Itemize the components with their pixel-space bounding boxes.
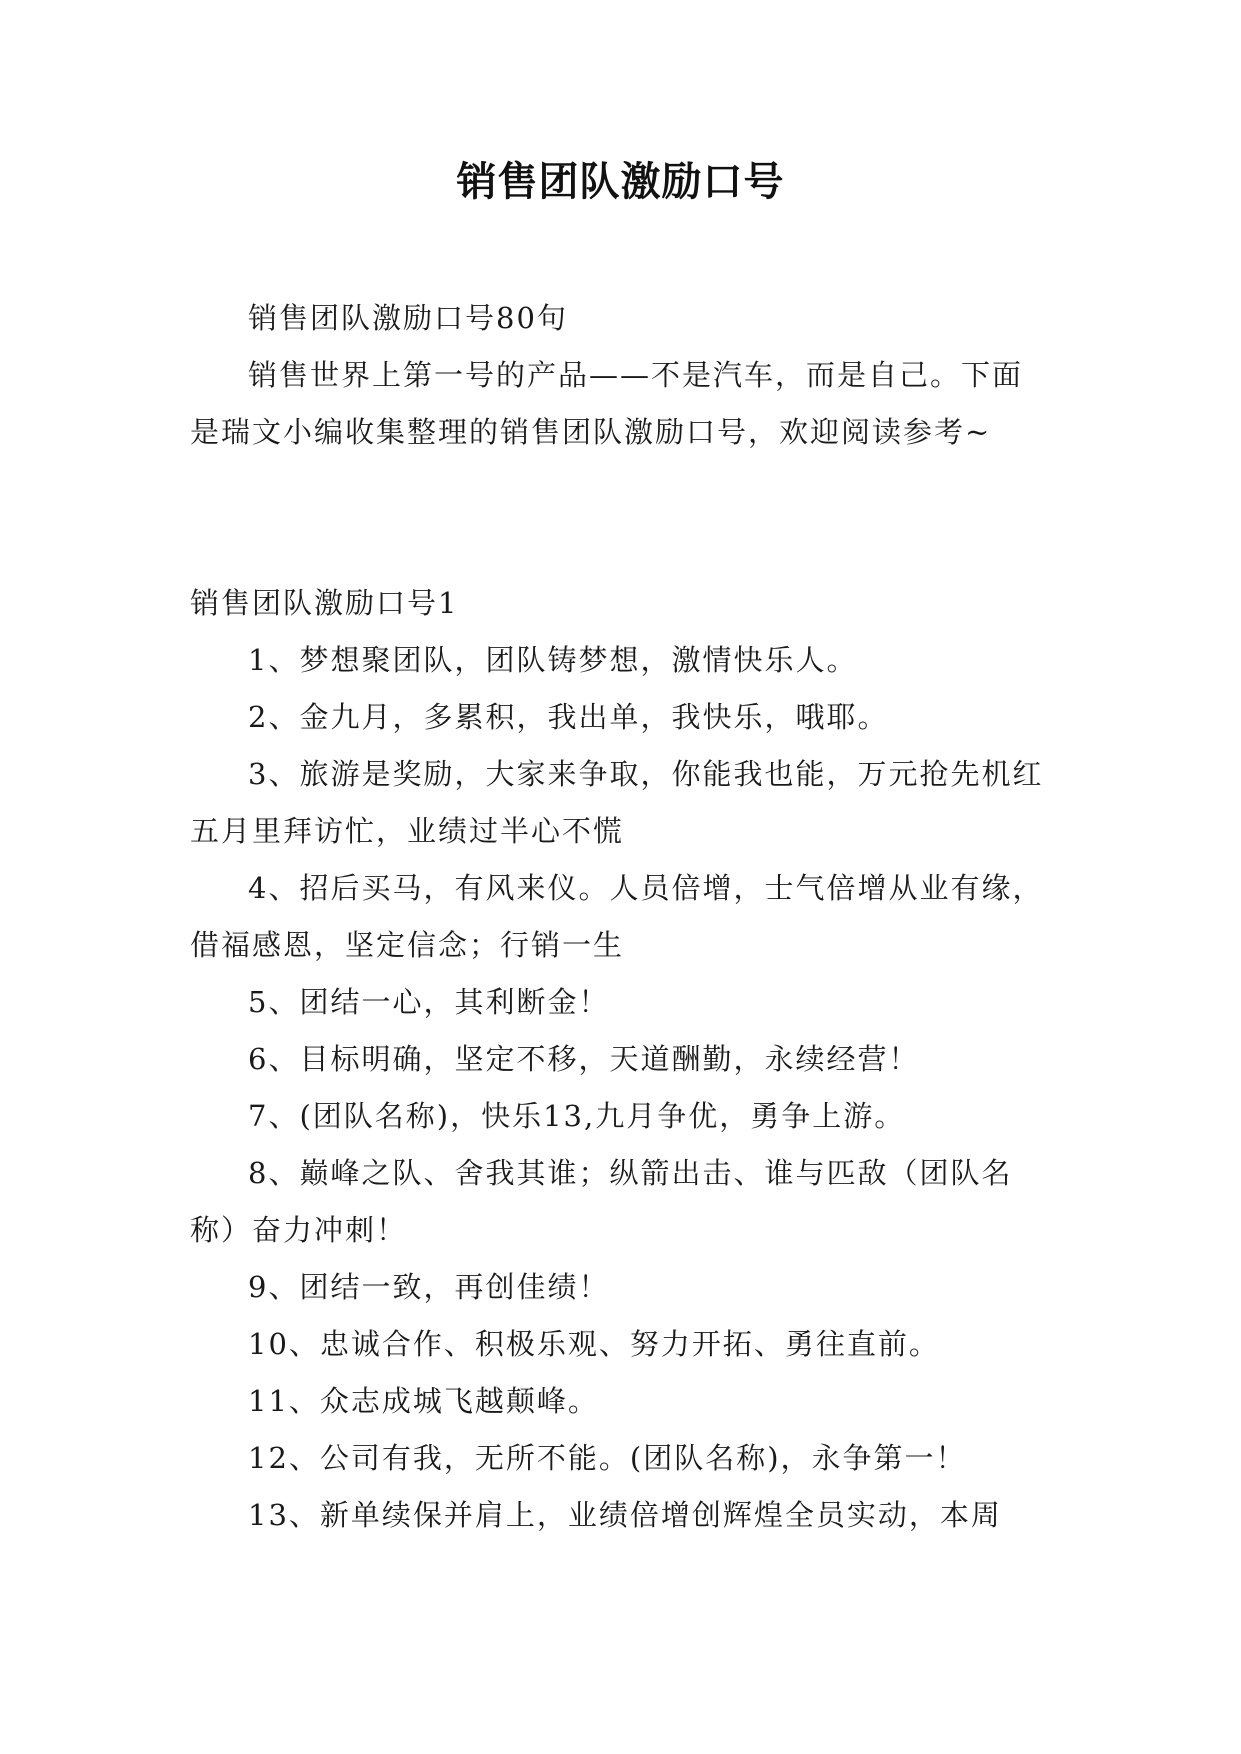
list-item: 6、目标明确，坚定不移，天道酬勤，永续经营！ — [248, 1042, 920, 1076]
list-item: 13、新单续保并肩上，业绩倍增创辉煌全员实动，本周 — [248, 1498, 1002, 1532]
list-item: 1、梦想聚团队，团队铸梦想，激情快乐人。 — [248, 643, 858, 677]
list-item: 8、巅峰之队、舍我其谁；纵箭出击、谁与匹敌（团队名称）奋力冲刺！ — [190, 1156, 1013, 1247]
subtitle-paragraph: 销售团队激励口号80句 — [248, 301, 568, 335]
document-title: 销售团队激励口号 — [456, 159, 785, 205]
list-item: 4、招后买马，有风来仪。人员倍增，士气倍增从业有缘，借福感恩，坚定信念；行销一生 — [190, 871, 1044, 962]
section-heading: 销售团队激励口号1 — [190, 586, 459, 620]
list-item: 12、公司有我，无所不能。(团队名称)，永争第一！ — [248, 1441, 967, 1475]
list-item: 11、众志成城飞越颠峰。 — [248, 1384, 599, 1418]
list-item: 5、团结一心，其利断金！ — [248, 985, 610, 1019]
list-item: 7、(团队名称)，快乐13,九月争优，勇争上游。 — [248, 1099, 906, 1133]
intro-paragraph: 销售世界上第一号的产品——不是汽车，而是自己。下面是瑞文小编收集整理的销售团队激励口号，欢迎阅读参考~ — [190, 358, 1024, 449]
section-spacer — [190, 461, 1052, 575]
list-item: 3、旅游是奖励，大家来争取，你能我也能，万元抢先机红五月里拜访忙，业绩过半心不慌 — [190, 757, 1044, 848]
document-body — [190, 290, 1052, 1544]
list-item: 9、团结一致，再创佳绩！ — [248, 1270, 610, 1304]
list-item: 2、金九月，多累积，我出单，我快乐，哦耶。 — [248, 700, 889, 734]
list-item: 10、忠诚合作、积极乐观、努力开拓、勇往直前。 — [248, 1327, 940, 1361]
